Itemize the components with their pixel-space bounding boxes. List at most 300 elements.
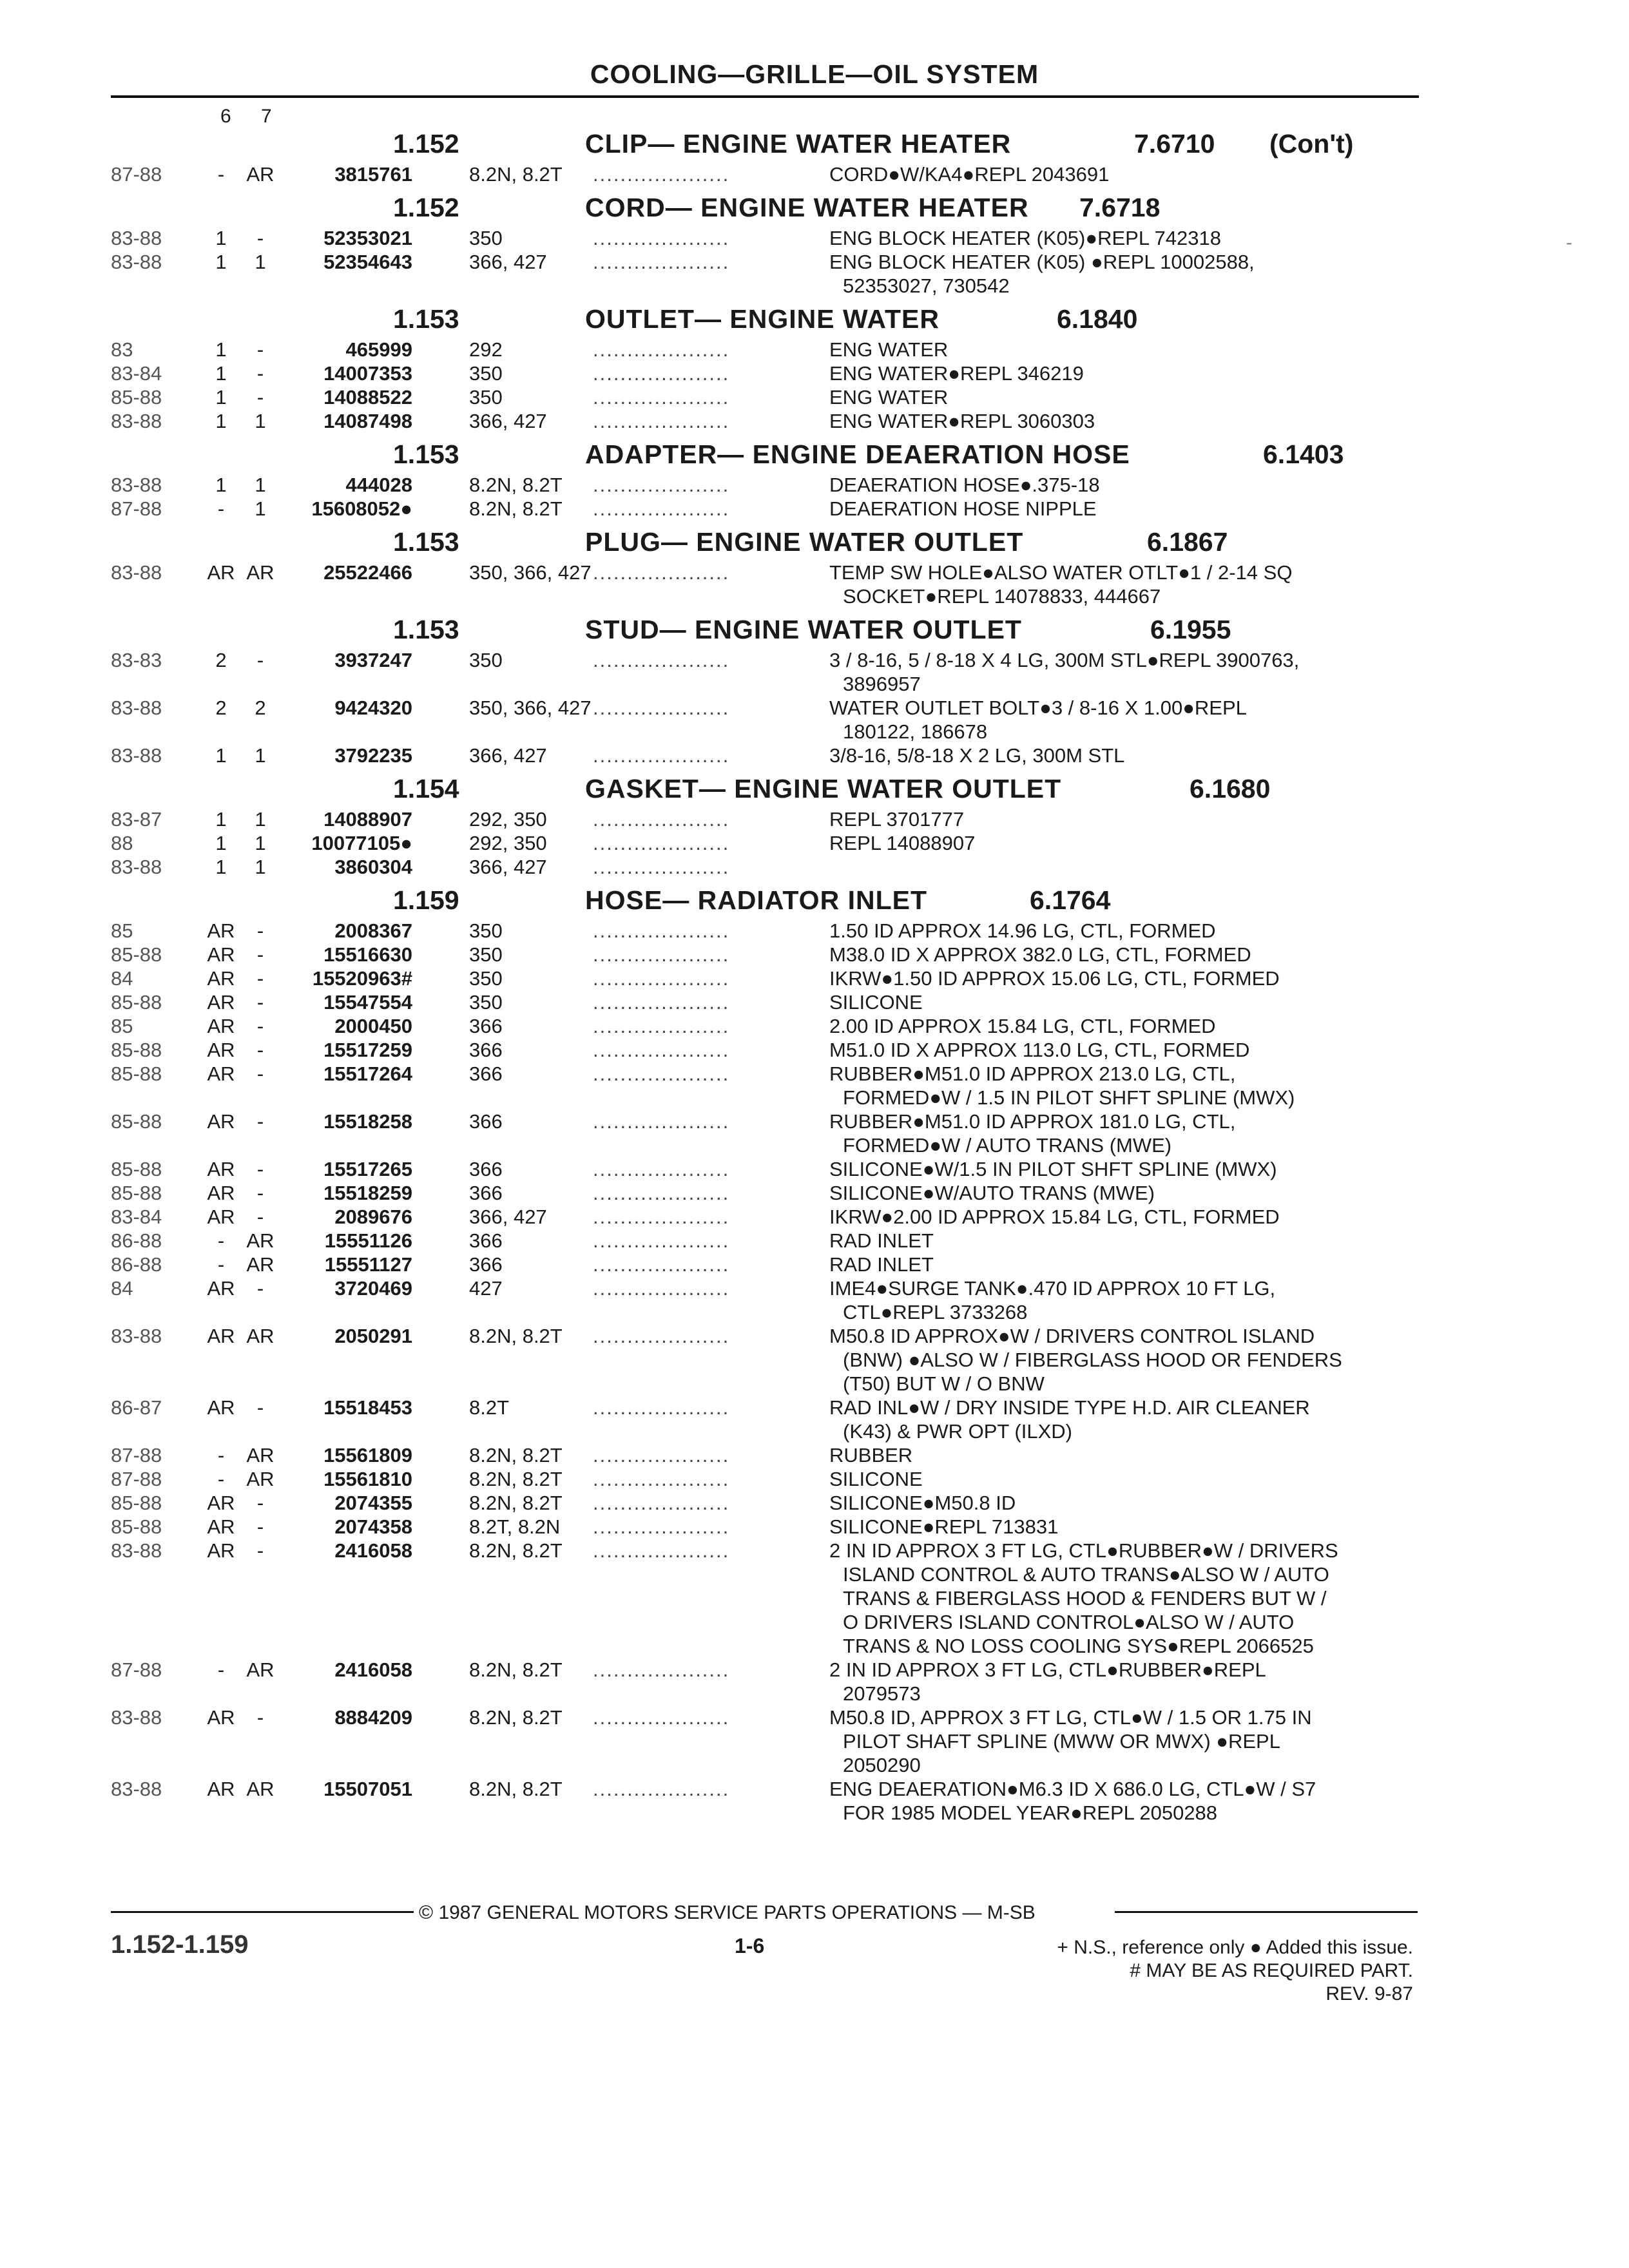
model-years: 83-88 <box>111 474 162 496</box>
section-number: 1.153 <box>393 615 459 644</box>
engine-codes: 366, 427 <box>469 1206 547 1228</box>
part-number: 15608052● <box>311 497 412 520</box>
qty-col-7: 1 <box>255 856 266 878</box>
leader-dots: .................... <box>593 967 730 990</box>
engine-codes: 366, 427 <box>469 410 547 432</box>
engine-codes: 366, 427 <box>469 744 547 767</box>
qty-col-6: 1 <box>215 808 227 831</box>
qty-col-6: AR <box>207 1182 235 1204</box>
engine-codes: 8.2N, 8.2T <box>469 1658 563 1681</box>
qty-col-6: - <box>217 1468 225 1490</box>
qty-col-7: - <box>256 386 264 408</box>
qty-col-7: - <box>256 1706 264 1729</box>
qty-col-7: - <box>256 967 264 990</box>
header-rule <box>111 95 1419 98</box>
leader-dots: .................... <box>593 474 730 496</box>
leader-dots: .................... <box>593 386 730 408</box>
qty-col-6: 1 <box>215 227 227 249</box>
model-years: 86-88 <box>111 1253 162 1276</box>
leader-dots: .................... <box>593 919 730 942</box>
engine-codes: 350 <box>469 386 503 408</box>
column-header-6: 6 <box>220 106 231 127</box>
qty-col-6: 2 <box>215 697 227 719</box>
description: RUBBER <box>829 1444 913 1466</box>
part-number: 10077105● <box>311 832 412 854</box>
qty-col-7: 2 <box>255 697 266 719</box>
description: ENG BLOCK HEATER (K05) ●REPL 10002588, <box>829 251 1255 273</box>
model-years: 85-88 <box>111 1062 162 1085</box>
footer-copyright: © 1987 GENERAL MOTORS SERVICE PARTS OPERATIONS — M-SB <box>419 1902 1036 1923</box>
section-number: 1.159 <box>393 885 459 915</box>
section-header <box>0 304 1629 334</box>
description-continued: ISLAND CONTROL & AUTO TRANS●ALSO W / AUTO <box>843 1563 1329 1586</box>
engine-codes: 8.2T <box>469 1396 510 1419</box>
leader-dots: .................... <box>593 1253 730 1276</box>
section-code: 6.1680 <box>1190 774 1271 803</box>
qty-col-7: AR <box>246 1468 275 1490</box>
section-code: 6.1403 <box>1263 439 1344 469</box>
qty-col-7: - <box>256 919 264 942</box>
leader-dots: .................... <box>593 1229 730 1252</box>
description-continued: FORMED●W / 1.5 IN PILOT SHFT SPLINE (MWX) <box>843 1086 1295 1109</box>
part-number: 2000450 <box>334 1015 412 1037</box>
engine-codes: 8.2N, 8.2T <box>469 1706 563 1729</box>
qty-col-7: - <box>256 1039 264 1061</box>
model-years: 83-88 <box>111 227 162 249</box>
model-years: 83-88 <box>111 744 162 767</box>
qty-col-6: 1 <box>215 410 227 432</box>
engine-codes: 350, 366, 427 <box>469 697 592 719</box>
section-header <box>0 129 1629 159</box>
qty-col-6: AR <box>207 1015 235 1037</box>
part-number: 2416058 <box>334 1658 412 1681</box>
part-number: 15551126 <box>324 1229 412 1252</box>
engine-codes: 8.2N, 8.2T <box>469 1492 563 1514</box>
leader-dots: .................... <box>593 1396 730 1419</box>
leader-dots: .................... <box>593 1325 730 1347</box>
model-years: 85-88 <box>111 1492 162 1514</box>
engine-codes: 8.2N, 8.2T <box>469 1444 563 1466</box>
model-years: 83-87 <box>111 808 162 831</box>
part-number: 25522466 <box>323 561 412 584</box>
description: RUBBER●M51.0 ID APPROX 213.0 LG, CTL, <box>829 1062 1236 1085</box>
qty-col-7: - <box>256 1492 264 1514</box>
leader-dots: .................... <box>593 163 730 186</box>
engine-codes: 8.2N, 8.2T <box>469 1778 563 1800</box>
part-number: 15516630 <box>323 943 412 966</box>
part-number: 3815761 <box>334 163 412 186</box>
engine-codes: 427 <box>469 1277 503 1300</box>
qty-col-7: - <box>256 1062 264 1085</box>
model-years: 87-88 <box>111 163 162 186</box>
description-continued: 52353027, 730542 <box>843 274 1010 297</box>
qty-col-7: AR <box>246 1325 275 1347</box>
leader-dots: .................... <box>593 410 730 432</box>
leader-dots: .................... <box>593 697 730 719</box>
qty-col-6: AR <box>207 1396 235 1419</box>
qty-col-6: AR <box>207 1778 235 1800</box>
qty-col-7: - <box>256 1110 264 1133</box>
description-continued: TRANS & FIBERGLASS HOOD & FENDERS BUT W / <box>843 1587 1327 1610</box>
qty-col-6: 1 <box>215 251 227 273</box>
model-years: 85-88 <box>111 1158 162 1180</box>
qty-col-6: AR <box>207 1492 235 1514</box>
description: RAD INL●W / DRY INSIDE TYPE H.D. AIR CLEANER <box>829 1396 1310 1419</box>
leader-dots: .................... <box>593 251 730 273</box>
section-number: 1.153 <box>393 439 459 469</box>
part-number: 2089676 <box>334 1206 412 1228</box>
model-years: 83-84 <box>111 362 162 385</box>
engine-codes: 350 <box>469 362 503 385</box>
qty-col-7: AR <box>246 1229 275 1252</box>
qty-col-7: AR <box>246 1253 275 1276</box>
part-number: 15561809 <box>323 1444 412 1466</box>
leader-dots: .................... <box>593 1015 730 1037</box>
section-title: OUTLET— ENGINE WATER <box>585 304 940 334</box>
part-number: 14007353 <box>323 362 412 385</box>
engine-codes: 8.2N, 8.2T <box>469 474 563 496</box>
qty-col-6: - <box>217 163 225 186</box>
qty-col-6: AR <box>207 1277 235 1300</box>
leader-dots: .................... <box>593 1492 730 1514</box>
qty-col-7: - <box>256 1015 264 1037</box>
description: SILICONE●REPL 713831 <box>829 1515 1059 1538</box>
qty-col-6: AR <box>207 561 235 584</box>
leader-dots: .................... <box>593 856 730 878</box>
description: WATER OUTLET BOLT●3 / 8-16 X 1.00●REPL <box>829 697 1247 719</box>
leader-dots: .................... <box>593 362 730 385</box>
qty-col-7: AR <box>246 561 275 584</box>
qty-col-7: - <box>256 649 264 671</box>
model-years: 85-88 <box>111 1039 162 1061</box>
engine-codes: 350 <box>469 943 503 966</box>
description: SILICONE <box>829 1468 923 1490</box>
model-years: 84 <box>111 967 133 990</box>
leader-dots: .................... <box>593 1158 730 1180</box>
description: DEAERATION HOSE NIPPLE <box>829 497 1097 520</box>
description-continued: O DRIVERS ISLAND CONTROL●ALSO W / AUTO <box>843 1611 1295 1633</box>
part-number: 15551127 <box>324 1253 412 1276</box>
qty-col-7: 1 <box>255 251 266 273</box>
description: M50.8 ID, APPROX 3 FT LG, CTL●W / 1.5 OR 1.75 IN <box>829 1706 1312 1729</box>
description: IKRW●2.00 ID APPROX 15.84 LG, CTL, FORMED <box>829 1206 1280 1228</box>
section-number: 1.152 <box>393 129 459 159</box>
description: 2 IN ID APPROX 3 FT LG, CTL●RUBBER●REPL <box>829 1658 1266 1681</box>
qty-col-6: AR <box>207 919 235 942</box>
section-code: 6.1764 <box>1030 885 1111 915</box>
leader-dots: .................... <box>593 1062 730 1085</box>
engine-codes: 366 <box>469 1182 503 1204</box>
leader-dots: .................... <box>593 832 730 854</box>
qty-col-7: - <box>256 1277 264 1300</box>
section-number: 1.152 <box>393 193 459 222</box>
description-continued: 3896957 <box>843 673 921 695</box>
leader-dots: .................... <box>593 338 730 361</box>
qty-col-6: 1 <box>215 338 227 361</box>
model-years: 85-88 <box>111 386 162 408</box>
description: DEAERATION HOSE●.375-18 <box>829 474 1100 496</box>
description: IME4●SURGE TANK●.470 ID APPROX 10 FT LG, <box>829 1277 1276 1300</box>
description: 1.50 ID APPROX 14.96 LG, CTL, FORMED <box>829 919 1216 942</box>
leader-dots: .................... <box>593 1658 730 1681</box>
part-number: 2074355 <box>334 1492 412 1514</box>
engine-codes: 350 <box>469 967 503 990</box>
qty-col-6: AR <box>207 1110 235 1133</box>
model-years: 83-88 <box>111 1539 162 1562</box>
qty-col-6: - <box>217 1229 225 1252</box>
part-number: 15561810 <box>323 1468 412 1490</box>
description: SILICONE●M50.8 ID <box>829 1492 1016 1514</box>
model-years: 85-88 <box>111 943 162 966</box>
section-header <box>0 615 1629 644</box>
leader-dots: .................... <box>593 649 730 671</box>
model-years: 83-84 <box>111 1206 162 1228</box>
qty-col-6: AR <box>207 991 235 1014</box>
part-number: 15507051 <box>323 1778 412 1800</box>
description: CORD●W/KA4●REPL 2043691 <box>829 163 1110 186</box>
part-number: 2416058 <box>334 1539 412 1562</box>
section-title: GASKET— ENGINE WATER OUTLET <box>585 774 1062 803</box>
model-years: 87-88 <box>111 1444 162 1466</box>
qty-col-6: AR <box>207 1515 235 1538</box>
qty-col-7: - <box>256 1158 264 1180</box>
section-header <box>0 439 1629 469</box>
engine-codes: 8.2T, 8.2N <box>469 1515 561 1538</box>
part-number: 52353021 <box>323 227 412 249</box>
qty-col-6: 1 <box>215 362 227 385</box>
leader-dots: .................... <box>593 1778 730 1800</box>
model-years: 87-88 <box>111 497 162 520</box>
qty-col-6: AR <box>207 1039 235 1061</box>
qty-col-6: - <box>217 497 225 520</box>
model-years: 86-87 <box>111 1396 162 1419</box>
qty-col-6: 1 <box>215 474 227 496</box>
description: 2.00 ID APPROX 15.84 LG, CTL, FORMED <box>829 1015 1216 1037</box>
qty-col-6: AR <box>207 1062 235 1085</box>
qty-col-7: - <box>256 1396 264 1419</box>
leader-dots: .................... <box>593 561 730 584</box>
engine-codes: 292 <box>469 338 503 361</box>
description: ENG DEAERATION●M6.3 ID X 686.0 LG, CTL●W / S7 <box>829 1778 1316 1800</box>
description-continued: PILOT SHAFT SPLINE (MWW OR MWX) ●REPL <box>843 1730 1280 1753</box>
qty-col-7: 1 <box>255 832 266 854</box>
section-number: 1.154 <box>393 774 459 803</box>
part-number: 52354643 <box>323 251 412 273</box>
description: RAD INLET <box>829 1253 934 1276</box>
engine-codes: 292, 350 <box>469 832 547 854</box>
section-code: 7.6718 <box>1079 193 1161 222</box>
model-years: 85-88 <box>111 1182 162 1204</box>
model-years: 87-88 <box>111 1658 162 1681</box>
model-years: 85-88 <box>111 1110 162 1133</box>
leader-dots: .................... <box>593 1277 730 1300</box>
part-number: 2050291 <box>334 1325 412 1347</box>
section-title: CORD— ENGINE WATER HEATER <box>585 193 1029 222</box>
qty-col-6: 2 <box>215 649 227 671</box>
engine-codes: 8.2N, 8.2T <box>469 497 563 520</box>
description: SILICONE●W/AUTO TRANS (MWE) <box>829 1182 1155 1204</box>
description-continued: 2050290 <box>843 1754 921 1776</box>
description: TEMP SW HOLE●ALSO WATER OTLT●1 / 2-14 SQ <box>829 561 1293 584</box>
section-title: PLUG— ENGINE WATER OUTLET <box>585 527 1024 557</box>
description: 3 / 8-16, 5 / 8-18 X 4 LG, 300M STL●REPL 3900763, <box>829 649 1300 671</box>
leader-dots: .................... <box>593 497 730 520</box>
qty-col-7: - <box>256 338 264 361</box>
margin-mark: - <box>1566 232 1572 253</box>
section-title: CLIP— ENGINE WATER HEATER <box>585 129 1012 159</box>
description: IKRW●1.50 ID APPROX 15.06 LG, CTL, FORMED <box>829 967 1280 990</box>
description-continued: TRANS & NO LOSS COOLING SYS●REPL 2066525 <box>843 1635 1314 1657</box>
leader-dots: .................... <box>593 1182 730 1204</box>
part-number: 15517264 <box>323 1062 412 1085</box>
description: REPL 14088907 <box>829 832 976 854</box>
engine-codes: 350 <box>469 649 503 671</box>
qty-col-7: AR <box>246 1658 275 1681</box>
leader-dots: .................... <box>593 227 730 249</box>
model-years: 83-88 <box>111 1778 162 1800</box>
engine-codes: 8.2N, 8.2T <box>469 1325 563 1347</box>
description-continued: SOCKET●REPL 14078833, 444667 <box>843 585 1161 608</box>
part-number: 3792235 <box>334 744 412 767</box>
leader-dots: .................... <box>593 1515 730 1538</box>
section-number: 1.153 <box>393 527 459 557</box>
section-number: 1.153 <box>393 304 459 334</box>
part-number: 3860304 <box>334 856 412 878</box>
part-number: 14087498 <box>323 410 412 432</box>
engine-codes: 366 <box>469 1062 503 1085</box>
description-continued: (T50) BUT W / O BNW <box>843 1372 1045 1395</box>
qty-col-6: AR <box>207 1206 235 1228</box>
qty-col-6: AR <box>207 943 235 966</box>
qty-col-6: 1 <box>215 744 227 767</box>
part-number: 2074358 <box>334 1515 412 1538</box>
description: RAD INLET <box>829 1229 934 1252</box>
model-years: 87-88 <box>111 1468 162 1490</box>
leader-dots: .................... <box>593 1110 730 1133</box>
description: RUBBER●M51.0 ID APPROX 181.0 LG, CTL, <box>829 1110 1236 1133</box>
section-code: 6.1867 <box>1147 527 1228 557</box>
qty-col-7: 1 <box>255 497 266 520</box>
engine-codes: 366 <box>469 1015 503 1037</box>
description-continued: FOR 1985 MODEL YEAR●REPL 2050288 <box>843 1802 1218 1824</box>
model-years: 84 <box>111 1277 133 1300</box>
description: M38.0 ID X APPROX 382.0 LG, CTL, FORMED <box>829 943 1251 966</box>
leader-dots: .................... <box>593 1206 730 1228</box>
leader-dots: .................... <box>593 1706 730 1729</box>
description-continued: (K43) & PWR OPT (ILXD) <box>843 1420 1072 1443</box>
leader-dots: .................... <box>593 808 730 831</box>
footer-rule-right <box>1115 1911 1418 1913</box>
page-title: COOLING—GRILLE—OIL SYSTEM <box>590 59 1039 89</box>
description-continued: FORMED●W / AUTO TRANS (MWE) <box>843 1134 1172 1157</box>
part-number: 14088907 <box>323 808 412 831</box>
part-number: 15517259 <box>323 1039 412 1061</box>
part-number: 2008367 <box>334 919 412 942</box>
engine-codes: 366 <box>469 1110 503 1133</box>
qty-col-6: - <box>217 1253 225 1276</box>
qty-col-7: - <box>256 943 264 966</box>
qty-col-7: 1 <box>255 808 266 831</box>
section-title: ADAPTER— ENGINE DEAERATION HOSE <box>585 439 1130 469</box>
model-years: 83 <box>111 338 133 361</box>
part-number: 15517265 <box>323 1158 412 1180</box>
part-number: 8884209 <box>334 1706 412 1729</box>
qty-col-6: AR <box>207 1539 235 1562</box>
section-header <box>0 885 1629 915</box>
footer-page-number: 1-6 <box>735 1934 765 1957</box>
qty-col-6: - <box>217 1658 225 1681</box>
leader-dots: .................... <box>593 943 730 966</box>
leader-dots: .................... <box>593 744 730 767</box>
part-number: 444028 <box>345 474 412 496</box>
description: 3/8-16, 5/8-18 X 2 LG, 300M STL <box>829 744 1125 767</box>
engine-codes: 366 <box>469 1253 503 1276</box>
model-years: 85 <box>111 1015 133 1037</box>
section-code: 6.1955 <box>1150 615 1231 644</box>
description-continued: CTL●REPL 3733268 <box>843 1301 1028 1323</box>
engine-codes: 350 <box>469 919 503 942</box>
part-number: 9424320 <box>334 697 412 719</box>
qty-col-6: AR <box>207 1158 235 1180</box>
footer-legend-ar: # MAY BE AS REQUIRED PART. <box>1130 1960 1413 1981</box>
part-number: 15520963# <box>312 967 412 990</box>
model-years: 83-88 <box>111 856 162 878</box>
qty-col-6: - <box>217 1444 225 1466</box>
part-number: 15518258 <box>323 1110 412 1133</box>
model-years: 86-88 <box>111 1229 162 1252</box>
section-header <box>0 193 1629 222</box>
qty-col-7: 1 <box>255 744 266 767</box>
qty-col-7: - <box>256 1515 264 1538</box>
qty-col-7: 1 <box>255 410 266 432</box>
qty-col-7: AR <box>246 1444 275 1466</box>
leader-dots: .................... <box>593 1539 730 1562</box>
section-code: 7.6710 <box>1134 129 1215 159</box>
section-header <box>0 527 1629 557</box>
leader-dots: .................... <box>593 1468 730 1490</box>
qty-col-7: AR <box>246 1778 275 1800</box>
model-years: 88 <box>111 832 133 854</box>
part-number: 3937247 <box>334 649 412 671</box>
engine-codes: 350 <box>469 991 503 1014</box>
qty-col-6: AR <box>207 1325 235 1347</box>
engine-codes: 366 <box>469 1039 503 1061</box>
qty-col-6: AR <box>207 1706 235 1729</box>
leader-dots: .................... <box>593 1039 730 1061</box>
description: 2 IN ID APPROX 3 FT LG, CTL●RUBBER●W / DRIVERS <box>829 1539 1338 1562</box>
footer-revision: REV. 9-87 <box>1325 1983 1413 2004</box>
part-number: 465999 <box>345 338 412 361</box>
qty-col-7: AR <box>246 163 275 186</box>
qty-col-6: 1 <box>215 386 227 408</box>
qty-col-7: - <box>256 227 264 249</box>
description-continued: 2079573 <box>843 1682 921 1705</box>
description: SILICONE <box>829 991 923 1014</box>
model-years: 85-88 <box>111 1515 162 1538</box>
qty-col-6: 1 <box>215 856 227 878</box>
part-number: 3720469 <box>334 1277 412 1300</box>
description: ENG WATER●REPL 346219 <box>829 362 1084 385</box>
engine-codes: 366 <box>469 1229 503 1252</box>
description: ENG WATER <box>829 386 949 408</box>
section-title: HOSE— RADIATOR INLET <box>585 885 927 915</box>
part-number: 15547554 <box>323 991 412 1014</box>
engine-codes: 350, 366, 427 <box>469 561 592 584</box>
qty-col-7: - <box>256 1539 264 1562</box>
engine-codes: 8.2N, 8.2T <box>469 1468 563 1490</box>
engine-codes: 366, 427 <box>469 251 547 273</box>
qty-col-7: - <box>256 1182 264 1204</box>
